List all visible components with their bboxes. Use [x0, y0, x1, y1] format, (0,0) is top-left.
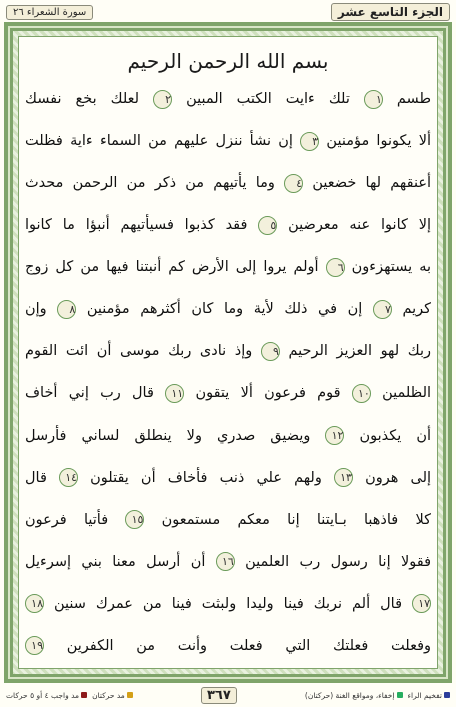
legend-item	[6, 691, 87, 700]
ayah-number-marker: ١٨	[25, 594, 44, 613]
verse-text: ألا يكونوا مؤمنين	[326, 133, 431, 150]
page-border	[4, 22, 452, 683]
verse-text: كريم	[402, 301, 431, 318]
basmala: بسم الله الرحمن الرحيم	[127, 49, 329, 73]
verse-text: به يستهزءون	[351, 259, 431, 276]
verse-text: إن نشأ ننزل عليهم من السماء ءاية فظلت	[25, 133, 293, 150]
ayah-number-marker: ١١	[165, 384, 184, 403]
legend-item	[92, 691, 133, 700]
ayah-number-marker: ٨	[57, 300, 76, 319]
legend-item	[305, 691, 403, 700]
verse-line	[25, 249, 431, 285]
verse-line	[25, 628, 431, 664]
verse-line	[25, 375, 431, 411]
surah-name: سورة الشعراء ٢٦	[6, 5, 93, 20]
verse-lines	[25, 81, 431, 664]
verse-text: لعلك بخع نفسك	[25, 91, 140, 107]
ayah-number-marker: ١٧	[412, 594, 431, 613]
verse-line	[25, 291, 431, 327]
ayah-number-marker: ٦	[326, 258, 345, 277]
text-area	[18, 36, 438, 669]
verse-text: وما يأتيهم من ذكر من الرحمن محدث	[25, 175, 275, 192]
verse-text: فأتيا فرعون	[25, 511, 109, 528]
tajweed-legend-2	[305, 691, 450, 700]
verse-text: أعنقهم لها خضعين	[312, 175, 431, 192]
verse-line	[25, 207, 431, 243]
verse-line	[25, 123, 431, 159]
ayah-number-marker: ٩	[261, 342, 280, 361]
ayah-number-marker: ٧	[373, 300, 392, 319]
color-swatch	[444, 692, 450, 698]
verse-text: كلا فاذهبا بـايتنا إنا معكم مستمعون	[161, 511, 431, 528]
verse-line	[25, 544, 431, 580]
verse-text: ولهم علي ذنب فأخاف أن يقتلون	[90, 469, 322, 486]
verse-text: ويضيق صدري ولا ينطلق لساني فأرسل	[25, 427, 311, 444]
verse-text: أن أرسل معنا بني إسرءيل	[25, 553, 206, 570]
ayah-number-marker: ٢	[153, 90, 172, 109]
legend-item	[408, 691, 450, 700]
verse-text: أن يكذبون	[359, 427, 431, 444]
verse-text: إلى هرون	[365, 469, 431, 486]
verse-line	[25, 586, 431, 622]
ayah-number-marker: ١٠	[352, 384, 371, 403]
verse-line	[25, 165, 431, 201]
tajweed-legend	[6, 691, 133, 700]
ayah-number-marker: ٤	[284, 174, 303, 193]
page-number: ٣٦٧	[201, 687, 237, 704]
verse-text: تلك ءايت الكتب المبين	[186, 91, 350, 107]
verse-text: فقد كذبوا فسيأتيهم أنبؤا ما كانوا	[25, 217, 248, 234]
verse-text: وإن	[25, 301, 47, 318]
verse-text: إلا كانوا عنه معرضين	[288, 217, 431, 234]
legend-label: مد واجب ٤ أو ٥ حركات	[6, 690, 80, 700]
verse-text: قال	[25, 469, 47, 486]
verse-text: قوم فرعون ألا يتقون	[195, 385, 341, 402]
verse-text: فقولا إنا رسول رب العلمين	[245, 553, 431, 570]
juz-label: الجزء التاسع عشر	[331, 3, 450, 21]
verse-line	[25, 418, 431, 454]
verse-text: طسم	[396, 91, 431, 107]
ayah-number-marker: ١٥	[125, 510, 144, 529]
verse-line	[25, 81, 431, 117]
color-swatch	[81, 692, 87, 698]
legend-label: مد حركتان	[92, 690, 125, 700]
color-swatch	[127, 692, 133, 698]
verse-text: ربك لهو العزيز الرحيم	[288, 343, 431, 360]
ayah-number-marker: ١٢	[325, 426, 344, 445]
ayah-number-marker: ٥	[258, 216, 277, 235]
page-header	[6, 2, 450, 22]
legend-label: إخفاء، ومواقع الغنة (حركتان)	[304, 690, 395, 700]
ayah-number-marker: ٣	[300, 132, 319, 151]
page-footer	[6, 686, 450, 704]
verse-line	[25, 333, 431, 369]
verse-text: وفعلت فعلتك التي فعلت وأنت من الكفرين	[66, 637, 431, 654]
verse-text: قال رب إني أخاف	[25, 385, 154, 402]
legend-label: تفخيم الراء	[407, 690, 442, 700]
verse-line	[25, 460, 431, 496]
ayah-number-marker: ١٩	[25, 636, 44, 655]
ayah-number-marker: ١٣	[334, 468, 353, 487]
verse-text: أولم يروا إلى الأرض كم أنبتنا فيها من كل زوج	[25, 259, 319, 276]
verse-text: قال ألم نربك فينا وليدا ولبثت فينا من عمرك سنين	[54, 595, 403, 612]
ayah-number-marker: ١٦	[216, 552, 235, 571]
verse-text: إن في ذلك لأية وما كان أكثرهم مؤمنين	[86, 301, 363, 318]
verse-text: وإذ نادى ربك موسى أن ائت القوم	[25, 343, 253, 360]
color-swatch	[397, 692, 403, 698]
verse-line	[25, 502, 431, 538]
ayah-number-marker: ١	[364, 90, 383, 109]
ayah-number-marker: ١٤	[59, 468, 78, 487]
verse-text: الظلمين	[382, 385, 431, 402]
